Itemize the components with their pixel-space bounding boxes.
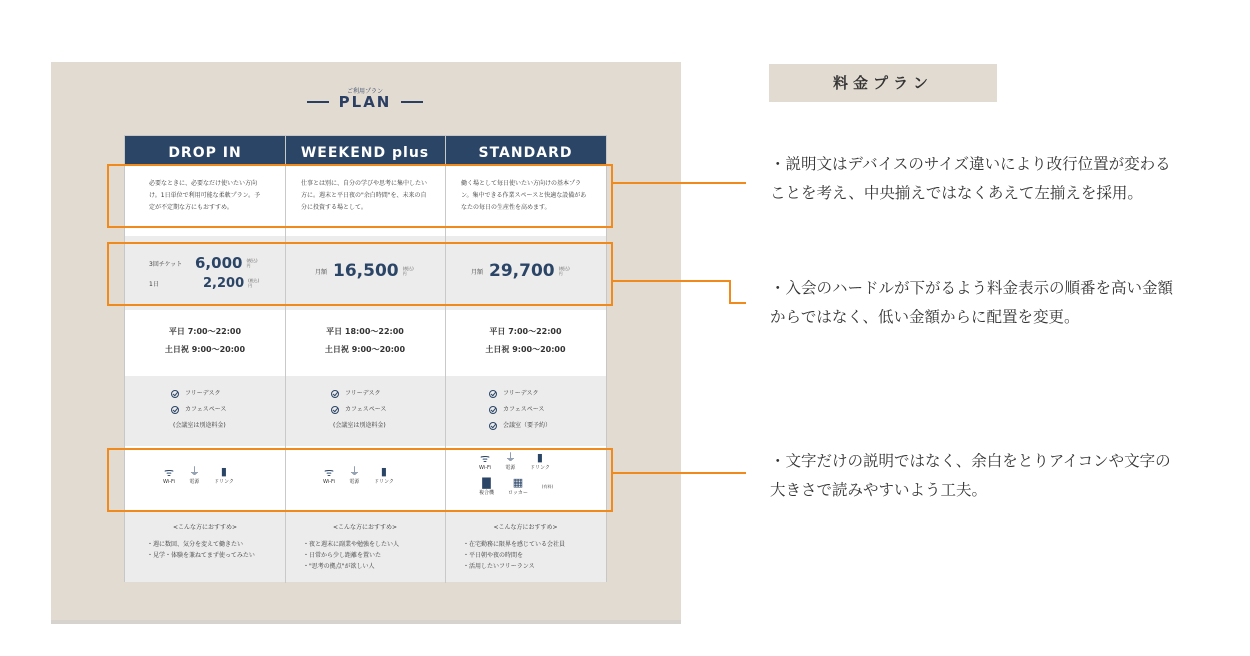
amenity-label: Wi-Fi: [479, 465, 491, 471]
recommend-list-drop-in: [147, 539, 283, 561]
price-tax: (税込)円: [246, 258, 258, 268]
connector-line: [729, 280, 731, 303]
description-standard: 働く場として毎日使いたい方向けの基本プラン。集中できる作業スペースと快適な設備があなたの毎日の生産性を高めます。: [461, 180, 587, 211]
recommend-item: ・在宅勤務に限界を感じている会社員: [463, 541, 566, 548]
check-icon: [489, 390, 497, 398]
price-tax: (税込)円: [558, 266, 570, 276]
highlight-price: [107, 242, 613, 306]
recommend-title-standard: <こんな方におすすめ>: [493, 524, 558, 531]
section-tag: 料金プラン: [769, 64, 997, 102]
hours-standard: [445, 323, 606, 359]
feature-item: [171, 386, 281, 402]
connector-line: [613, 472, 746, 474]
amenity-label: ドリンク: [529, 465, 550, 471]
recommend-item: ・週に数回、気分を変えて働きたい: [147, 541, 244, 548]
amenity-label: ロッカー: [508, 490, 528, 496]
amenity-label: ドリンク: [373, 479, 394, 485]
feature-label: フリーデスク: [185, 390, 221, 397]
amenity-label: 電源: [349, 479, 360, 485]
amenity-label: Wi-Fi: [323, 479, 335, 485]
feature-label: カフェスペース: [185, 406, 227, 413]
locker-icon: ▦: [512, 476, 524, 489]
recommend-title-drop-in: <こんな方におすすめ>: [172, 524, 238, 531]
plan-title-text: PLAN: [338, 93, 392, 111]
recommend-item: ・日常から少し距離を置いた: [303, 552, 382, 559]
check-icon: [489, 422, 497, 430]
recommend-item: ・平日朝や夜の時間を: [463, 552, 524, 559]
panel-divider: [51, 620, 681, 624]
amenity-label: ドリンク: [213, 479, 234, 485]
description-weekend-plus: 仕事とは別に、自分の学びや思考に集中したい方に。週末と平日夜の"余白時間"を、未来の自分に投資する場として。: [301, 180, 428, 211]
price-label: 月額: [315, 268, 328, 276]
cup-icon: ▮: [220, 465, 227, 478]
feature-label: カフェスペース: [503, 406, 545, 413]
price-label: 月額: [471, 268, 484, 276]
feature-item: [489, 418, 599, 434]
check-icon: [489, 406, 497, 414]
annotation-note-1: ・説明文はデバイスのサイズ違いにより改行位置が変わることを考え、中央揃えではなくあえて左揃えを採用。: [770, 155, 1171, 202]
features-standard: [489, 386, 599, 434]
plan-header-row: [125, 136, 606, 166]
hours-weekday: 平日 18:00〜22:00: [326, 327, 404, 336]
feature-item: [489, 402, 599, 418]
recommend-list-weekend-plus: [303, 539, 443, 572]
hours-weekend: 土日祝 9:00〜20:00: [164, 345, 246, 354]
price-amount: 29,700: [489, 261, 555, 281]
feature-label: 会議室（要予約）: [503, 422, 552, 429]
wifi-icon: ᯤ: [163, 466, 174, 479]
feature-item: [489, 386, 599, 402]
hours-weekend: 土日祝 9:00〜20:00: [324, 345, 406, 354]
amenity-label: 複合機: [479, 490, 495, 496]
feature-note: (会議室は別途料金): [333, 422, 386, 429]
printer-icon: ▇: [482, 476, 491, 489]
feature-item: [331, 386, 441, 402]
check-icon: [331, 406, 339, 414]
check-icon: [171, 406, 179, 414]
features-weekend-plus: [331, 386, 441, 434]
recommend-list-standard: [463, 539, 603, 572]
amenity-label: Wi-Fi: [163, 479, 175, 485]
price-label: 1日: [149, 280, 159, 288]
recommend-item: ・夜と週末に副業や勉強をしたい人: [303, 541, 400, 548]
plan-title: [305, 92, 425, 112]
highlight-icons: [107, 448, 613, 512]
amenity-label: 電源: [189, 479, 200, 485]
annotation-note-3: ・文字だけの説明ではなく、余白をとりアイコンや文字の大きさで読みやすいよう工夫。: [770, 452, 1171, 499]
plug-icon: ⏚: [504, 451, 516, 464]
recommend-title-weekend-plus: <こんな方におすすめ>: [332, 524, 398, 531]
description-drop-in: 必要なときに、必要なだけ使いたい方向け。1日単位で利用可能な柔軟プラン。予定が不定期な方にもおすすめ。: [149, 180, 261, 211]
hours-weekend: 土日祝 9:00〜20:00: [485, 345, 566, 354]
header-weekend-plus: WEEKEND plus: [300, 145, 430, 161]
locker-fee-note: (有料): [541, 483, 554, 489]
hours-weekday: 平日 7:00〜22:00: [168, 327, 242, 336]
hours-weekday: 平日 7:00〜22:00: [489, 327, 562, 336]
connector-line: [613, 280, 731, 282]
header-standard: STANDARD: [478, 145, 573, 161]
price-amount: 2,200: [203, 275, 245, 291]
annotation-note-2: ・入会のハードルが下がるよう料金表示の順番を高い金額からではなく、低い金額からに配置を変更。: [770, 279, 1174, 326]
connector-line: [729, 302, 746, 304]
check-icon: [171, 390, 179, 398]
wifi-icon: ᯤ: [323, 466, 334, 479]
connector-line: [613, 182, 746, 184]
recommend-item: ・"思考の拠点"が欲しい人: [303, 563, 375, 570]
plan-subtitle: ご利用プラン: [346, 88, 383, 95]
price-amount: 6,000: [195, 254, 243, 272]
amenity-label: 電源: [505, 465, 516, 471]
cup-icon: ▮: [380, 465, 387, 478]
highlight-description: [107, 164, 613, 228]
header-drop-in: DROP IN: [168, 145, 242, 161]
price-tax: (税込)円: [248, 278, 260, 288]
cup-icon: ▮: [536, 451, 543, 464]
feature-label: カフェスペース: [345, 406, 387, 413]
feature-item: [331, 402, 441, 418]
recommend-item: ・活用したいフリーランス: [463, 563, 535, 570]
title-rule-right: [401, 101, 423, 103]
feature-note: (会議室は別途料金): [173, 422, 226, 429]
plug-icon: ⏚: [188, 465, 200, 478]
features-drop-in: [171, 386, 281, 434]
plug-icon: ⏚: [348, 465, 360, 478]
feature-item: [171, 402, 281, 418]
price-tax: (税込)円: [402, 266, 414, 276]
price-label: 3回チケット: [149, 260, 183, 268]
title-rule-left: [307, 101, 329, 103]
feature-label: フリーデスク: [503, 390, 539, 397]
check-icon: [331, 390, 339, 398]
recommend-item: ・見学・体験を兼ねてまず使ってみたい: [147, 552, 255, 559]
price-amount: 16,500: [333, 261, 399, 281]
wifi-icon: ᯤ: [479, 452, 490, 465]
feature-label: フリーデスク: [345, 390, 381, 397]
hours-weekend-plus: [285, 323, 445, 359]
hours-drop-in: [125, 323, 285, 359]
